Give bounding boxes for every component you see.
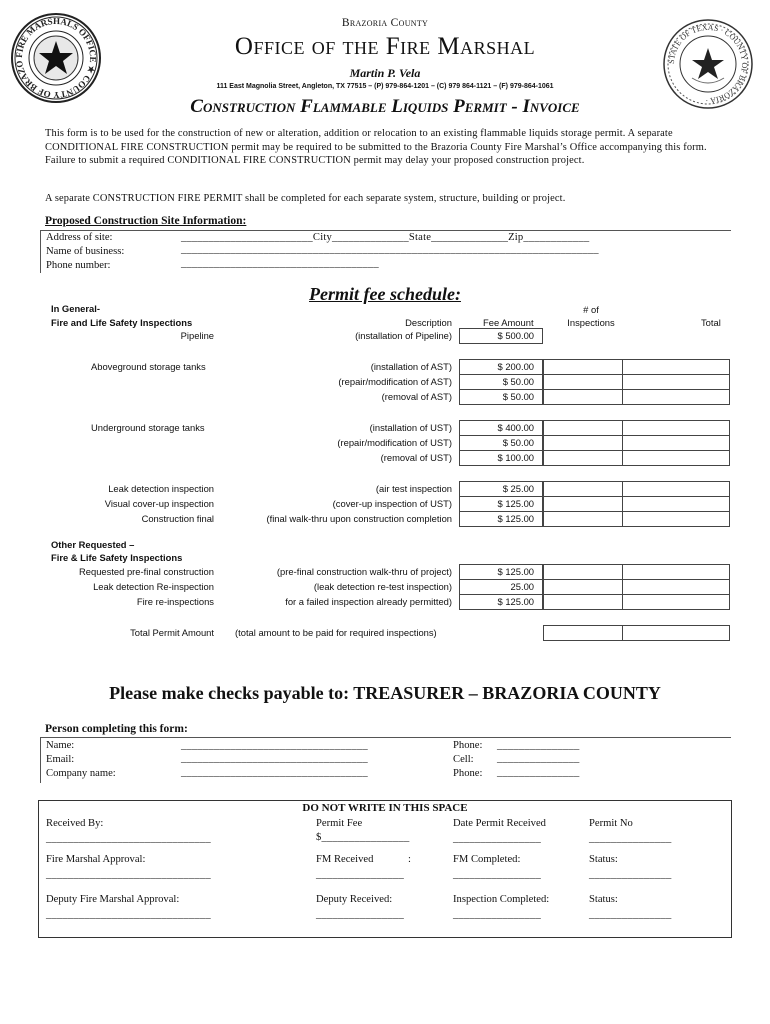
other-row-total-cell[interactable] — [622, 579, 730, 595]
ust-label: Underground storage tanks — [91, 422, 205, 433]
fm-completed-field[interactable]: ________________ — [453, 869, 541, 880]
misc-row-desc: (final walk-thru upon construction completion — [266, 513, 452, 525]
phone-label-3: Phone: — [453, 768, 483, 779]
other-row-fee: 25.00 — [459, 579, 543, 595]
misc-row-label: Visual cover-up inspection — [104, 498, 214, 510]
misc-row-total-cell[interactable] — [622, 511, 730, 527]
address-label: Address of site: — [46, 232, 113, 243]
permit-title: Construction Flammable Liquids Permit - Invoice — [190, 96, 580, 117]
other-requested-label: Other Requested – — [51, 539, 135, 550]
ast-row-fee: $ 50.00 — [459, 389, 543, 405]
county-name: Brazoria County — [341, 17, 429, 29]
intro-paragraph: This form is to be used for the construction of new or alteration, addition or relocation to an existing flammable liquids storage permit. A separate CONDITIONAL FIRE CONSTRUCTION permit may be required to be submitted to the Brazoria County Fire Marshal’s Office accompanying this form. Failure to submit a required CONDITIONAL FIRE CONSTRUCTION permit may delay your proposed construction project. — [45, 128, 707, 167]
col-num-inspections: # of Inspections — [567, 304, 615, 328]
pipeline-desc: (installation of Pipeline) — [355, 330, 452, 341]
ust-row-total-cell[interactable] — [622, 450, 730, 466]
permit-fee-label: Permit Fee — [316, 818, 363, 829]
do-not-write-heading: DO NOT WRITE IN THIS SPACE — [302, 802, 468, 814]
status-label-2: Status: — [589, 894, 618, 905]
fire-marshal-name: Martin P. Vela — [349, 66, 421, 80]
ast-row-desc: (removal of AST) — [381, 391, 452, 403]
office-title: Office of the Fire Marshal — [234, 33, 536, 60]
ust-row-desc: (installation of UST) — [369, 422, 452, 433]
ust-row-fee: $ 400.00 — [459, 420, 543, 436]
ust-row-fee: $ 100.00 — [459, 450, 543, 466]
misc-row-num-cell[interactable] — [543, 511, 623, 527]
misc-row-total-cell[interactable] — [622, 481, 730, 497]
permit-no-field[interactable]: _______________ — [589, 833, 672, 844]
ast-row-num-cell[interactable] — [543, 359, 623, 375]
address-field[interactable]: ________________________City______________State______________Zip____________ — [181, 232, 590, 243]
misc-row-desc: (cover-up inspection of UST) — [332, 498, 452, 510]
pipeline-fee: $ 500.00 — [459, 328, 543, 344]
fee-schedule-title: Permit fee schedule: — [309, 284, 461, 304]
misc-row-label: Leak detection inspection — [108, 483, 214, 494]
ast-row-num-cell[interactable] — [543, 374, 623, 390]
ast-row-total-cell[interactable] — [622, 374, 730, 390]
ust-row-total-cell[interactable] — [622, 435, 730, 451]
site-info-heading: Proposed Construction Site Information: — [45, 215, 247, 227]
inspection-completed-field[interactable]: ________________ — [453, 909, 541, 920]
other-row-num-cell[interactable] — [543, 564, 623, 580]
fm-approval-field[interactable]: ______________________________ — [46, 869, 211, 880]
status-field[interactable]: _______________ — [589, 869, 672, 880]
ast-row-desc: (repair/modification of AST) — [338, 376, 452, 388]
received-by-field[interactable]: ______________________________ — [46, 833, 211, 844]
other-row-label: Requested pre-final construction — [79, 566, 214, 577]
email-label: Email: — [46, 754, 75, 765]
person-box — [40, 737, 731, 783]
received-by-label: Received By: — [46, 818, 104, 829]
ast-row-fee: $ 50.00 — [459, 374, 543, 390]
person-heading: Person completing this form: — [45, 723, 188, 735]
other-row-label: Leak detection Re-inspection — [93, 581, 214, 593]
other-row-fee: $ 125.00 — [459, 564, 543, 580]
misc-row-label: Construction final — [141, 513, 214, 525]
business-field[interactable]: ____________________________________________________________________________ — [181, 244, 599, 255]
status-field-2[interactable]: _______________ — [589, 909, 672, 920]
pipeline-label: Pipeline — [180, 330, 214, 341]
col-fee-amount: Fee Amount — [483, 317, 534, 328]
company-field[interactable]: __________________________________ — [181, 767, 368, 778]
name-label: Name: — [46, 740, 75, 751]
other-row-fee: $ 125.00 — [459, 594, 543, 610]
fm-completed-label: FM Completed: — [453, 854, 521, 865]
phone-field[interactable]: ____________________________________ — [181, 258, 379, 269]
other-row-num-cell[interactable] — [543, 594, 623, 610]
fm-approval-label: Fire Marshal Approval: — [46, 854, 146, 865]
col-description: Description — [405, 317, 452, 328]
separate-permit-note: A separate CONSTRUCTION FIRE PERMIT shall be completed for each separate system, structure, building or project. — [45, 193, 566, 204]
ast-row-num-cell[interactable] — [543, 389, 623, 405]
deputy-approval-field[interactable]: ______________________________ — [46, 909, 211, 920]
office-address: 111 East Magnolia Street, Angleton, TX 77515 – (P) 979-864-1201 – (C) 979 864-1121 – (F) 979-864-1061 — [216, 83, 554, 90]
phone-field-3[interactable]: _______________ — [497, 767, 580, 778]
other-row-total-cell[interactable] — [622, 594, 730, 610]
date-received-field[interactable]: ________________ — [453, 833, 541, 844]
checks-payable-note: Please make checks payable to: TREASURER – BRAZORIA COUNTY — [109, 683, 661, 703]
phone-label: Phone number: — [46, 260, 111, 271]
cell-label: Cell: — [453, 754, 474, 765]
phone-label-2: Phone: — [453, 740, 483, 751]
ust-row-num-cell[interactable] — [543, 420, 623, 436]
other-row-total-cell[interactable] — [622, 564, 730, 580]
misc-row-fee: $ 125.00 — [459, 511, 543, 527]
email-field[interactable]: __________________________________ — [181, 753, 368, 764]
other-row-label: Fire re-inspections — [136, 596, 214, 608]
name-field[interactable]: __________________________________ — [181, 740, 368, 751]
deputy-received-label: Deputy Received: — [316, 894, 393, 905]
total-permit-desc: (total amount to be paid for required inspections) — [235, 627, 437, 638]
business-label: Name of business: — [46, 246, 125, 257]
inspection-completed-label: Inspection Completed: — [453, 894, 550, 905]
deputy-approval-label: Deputy Fire Marshal Approval: — [46, 894, 180, 905]
permit-no-label: Permit No — [589, 818, 633, 829]
ast-row-fee: $ 200.00 — [459, 359, 543, 375]
fls-label: Fire and Life Safety Inspections — [51, 317, 193, 328]
company-label: Company name: — [46, 768, 116, 779]
misc-row-total-cell[interactable] — [622, 496, 730, 512]
other-row-desc: for a failed inspection already permitted) — [285, 596, 452, 608]
phone-field-2[interactable]: _______________ — [497, 740, 580, 751]
other-row-desc: (pre-final construction walk-thru of project) — [276, 566, 452, 577]
svg-text:STATE OF TEXAS · COUNTY OF BRA: STATE OF TEXAS · COUNTY OF BRAZORIA · — [666, 22, 750, 106]
ast-row-desc: (installation of AST) — [370, 361, 452, 372]
ust-row-fee: $ 50.00 — [459, 435, 543, 451]
misc-row-desc: (air test inspection — [375, 483, 452, 494]
col-total: Total — [701, 317, 721, 328]
other-row-desc: (leak detection re-test inspection) — [313, 581, 452, 593]
svg-text:FIRE MARSHALS OFFICE ★ COUNTY: FIRE MARSHALS OFFICE ★ COUNTY OF BRAZO — [13, 15, 99, 101]
ast-row-total-cell[interactable] — [622, 359, 730, 375]
misc-row-fee: $ 125.00 — [459, 496, 543, 512]
other-fls-label: Fire & Life Safety Inspections — [51, 552, 183, 563]
total-permit-label: Total Permit Amount — [130, 627, 214, 638]
misc-row-fee: $ 25.00 — [459, 481, 543, 497]
total-num-cell[interactable] — [543, 625, 623, 641]
fm-received-colon: : — [408, 854, 411, 865]
misc-row-num-cell[interactable] — [543, 496, 623, 512]
ast-row-total-cell[interactable] — [622, 389, 730, 405]
fm-received-field[interactable]: ________________ — [316, 869, 404, 880]
misc-row-num-cell[interactable] — [543, 481, 623, 497]
date-received-label: Date Permit Received — [453, 818, 546, 829]
cell-field[interactable]: _______________ — [497, 753, 580, 764]
deputy-received-field[interactable]: ________________ — [316, 909, 404, 920]
fm-received-label: FM Received — [316, 854, 374, 865]
ust-row-desc: (repair/modification of UST) — [337, 437, 452, 449]
ast-label: Aboveground storage tanks — [91, 361, 206, 372]
permit-fee-field[interactable]: $________________ — [316, 832, 410, 843]
other-row-num-cell[interactable] — [543, 579, 623, 595]
in-general-label: In General- — [51, 303, 100, 314]
total-amount-cell[interactable] — [622, 625, 730, 641]
ust-row-desc: (removal of UST) — [380, 452, 452, 464]
ust-row-num-cell[interactable] — [543, 450, 623, 466]
status-label: Status: — [589, 854, 618, 865]
ust-row-num-cell[interactable] — [543, 435, 623, 451]
ust-row-total-cell[interactable] — [622, 420, 730, 436]
